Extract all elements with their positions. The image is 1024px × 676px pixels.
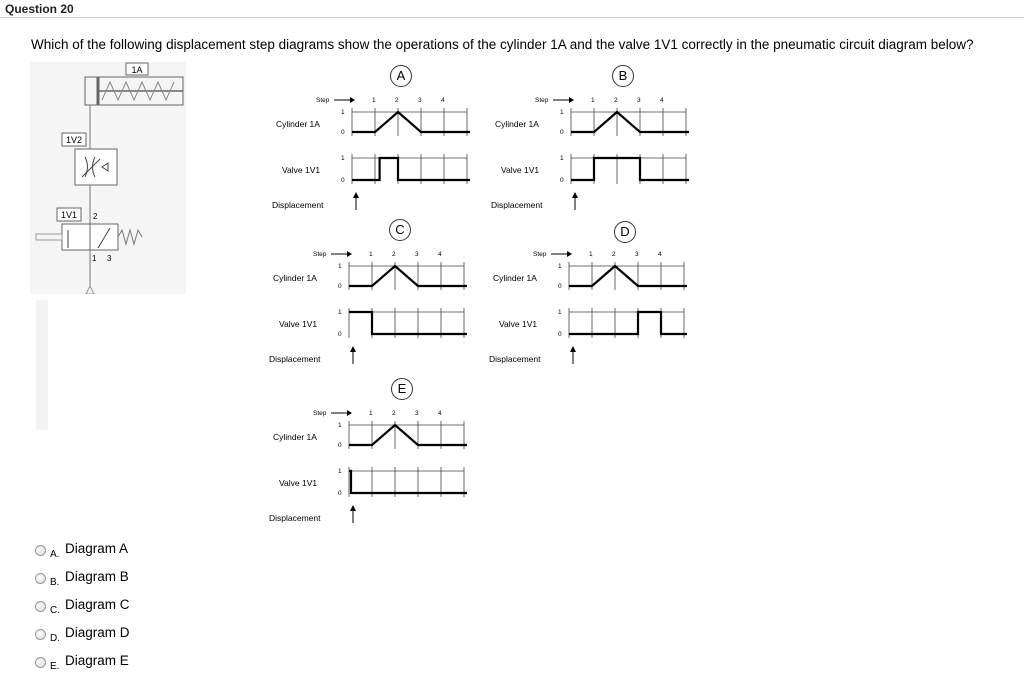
step-number: 2: [612, 251, 616, 258]
step-number: 3: [415, 251, 419, 258]
level-tick-label: 0: [341, 177, 345, 184]
step-arrowhead: [347, 251, 352, 257]
option-d-letter: D.: [50, 632, 60, 644]
question-header: [0, 0, 1024, 18]
cylinder-row-label: Cylinder 1A: [495, 119, 539, 129]
valve-trace: [349, 312, 467, 334]
diagram-d: [485, 234, 715, 369]
cylinder-trace: [569, 266, 687, 286]
diagram-c-badge: C: [389, 219, 411, 241]
valve-trace: [571, 158, 689, 180]
level-tick-label: 1: [341, 109, 345, 116]
valve-trace: [349, 471, 467, 493]
level-tick-label: 0: [338, 442, 342, 449]
step-arrowhead: [569, 97, 574, 103]
radio-c[interactable]: [35, 601, 46, 612]
level-tick-label: 0: [558, 283, 562, 290]
step-number: 1: [591, 97, 595, 104]
level-tick-label: 1: [338, 263, 342, 270]
level-tick-label: 1: [558, 263, 562, 270]
displacement-arrowhead: [572, 192, 578, 198]
displacement-label: Displacement: [491, 200, 543, 210]
diagram-a-badge: A: [390, 65, 412, 87]
step-number: 4: [660, 97, 664, 104]
diagram-a: [268, 80, 498, 215]
diagram-a-svg: [268, 80, 498, 215]
port-3-label: 3: [107, 254, 112, 263]
displacement-arrowhead: [350, 346, 356, 352]
level-tick-label: 1: [338, 309, 342, 316]
displacement-label: Displacement: [269, 513, 321, 523]
step-number: 1: [369, 251, 373, 258]
cylinder-row-label: Cylinder 1A: [273, 432, 317, 442]
step-arrowhead: [567, 251, 572, 257]
cylinder-row-label: Cylinder 1A: [273, 273, 317, 283]
cylinder-row-label: Cylinder 1A: [493, 273, 537, 283]
level-tick-label: 1: [560, 109, 564, 116]
port-2-label: 2: [93, 212, 98, 221]
cylinder-label: 1A: [131, 65, 143, 75]
pneumatic-circuit: [30, 62, 186, 294]
diagram-e-badge: E: [391, 378, 413, 400]
step-number: 2: [392, 251, 396, 258]
step-number: 2: [392, 410, 396, 417]
displacement-label: Displacement: [272, 200, 324, 210]
level-tick-label: 0: [341, 129, 345, 136]
step-number: 4: [438, 251, 442, 258]
port-1-label: 1: [92, 254, 97, 263]
valve-label: 1V1: [60, 210, 78, 220]
step-label: Step: [313, 410, 327, 417]
step-number: 4: [658, 251, 662, 258]
level-tick-label: 0: [560, 177, 564, 184]
step-number: 3: [415, 410, 419, 417]
displacement-label: Displacement: [489, 354, 541, 364]
valve-row-label: Valve 1V1: [279, 319, 318, 329]
valve-row-label: Valve 1V1: [279, 478, 318, 488]
level-tick-label: 0: [338, 490, 342, 497]
option-c-letter: C.: [50, 604, 60, 616]
level-tick-label: 0: [338, 331, 342, 338]
level-tick-label: 1: [341, 155, 345, 162]
radio-b[interactable]: [35, 573, 46, 584]
option-e-text: Diagram E: [65, 652, 129, 668]
displacement-arrowhead: [353, 192, 359, 198]
step-label: Step: [533, 251, 547, 258]
step-label: Step: [313, 251, 327, 258]
step-number: 3: [418, 97, 422, 104]
level-tick-label: 1: [338, 468, 342, 475]
diagram-b-svg: [487, 80, 717, 215]
step-number: 2: [614, 97, 618, 104]
level-tick-label: 0: [560, 129, 564, 136]
step-number: 1: [589, 251, 593, 258]
option-b-text: Diagram B: [65, 568, 129, 584]
displacement-arrowhead: [350, 505, 356, 511]
question-title: Question 20: [5, 2, 74, 16]
radio-e[interactable]: [35, 657, 46, 668]
level-tick-label: 0: [338, 283, 342, 290]
valve-position-1: [62, 224, 90, 250]
step-number: 4: [438, 410, 442, 417]
option-d-text: Diagram D: [65, 624, 130, 640]
diagram-e: [265, 393, 495, 528]
faint-artifact: [36, 300, 48, 430]
step-label: Step: [316, 97, 330, 104]
step-arrowhead: [350, 97, 355, 103]
flow-valve-box: [75, 149, 117, 185]
valve-position-2: [90, 224, 118, 250]
diagram-b: [487, 80, 717, 215]
step-label: Step: [535, 97, 549, 104]
option-e-letter: E.: [50, 660, 60, 672]
displacement-arrowhead: [570, 346, 576, 352]
radio-a[interactable]: [35, 545, 46, 556]
displacement-label: Displacement: [269, 354, 321, 364]
level-tick-label: 0: [558, 331, 562, 338]
radio-d[interactable]: [35, 629, 46, 640]
diagram-e-svg: [265, 393, 495, 528]
question-text: Which of the following displacement step diagrams show the operations of the cylinder 1A and the valve 1V1 correctly in the pneumatic circuit diagram below?: [31, 37, 974, 52]
cylinder-trace: [352, 112, 470, 132]
flow-valve-label: 1V2: [65, 135, 83, 145]
level-tick-label: 1: [558, 309, 562, 316]
valve-row-label: Valve 1V1: [282, 165, 321, 175]
cylinder-trace: [349, 266, 467, 286]
valve-trace: [352, 158, 470, 180]
cylinder-row-label: Cylinder 1A: [276, 119, 320, 129]
diagram-c-svg: [265, 234, 495, 369]
step-number: 1: [372, 97, 376, 104]
cylinder-trace: [571, 112, 689, 132]
level-tick-label: 1: [560, 155, 564, 162]
level-tick-label: 1: [338, 422, 342, 429]
diagram-b-badge: B: [612, 65, 634, 87]
step-number: 1: [369, 410, 373, 417]
answer-options: [35, 536, 130, 676]
option-c-text: Diagram C: [65, 596, 130, 612]
option-b-letter: B.: [50, 576, 60, 588]
option-a[interactable]: [35, 536, 130, 564]
valve-trace: [569, 312, 687, 334]
circuit-svg: [30, 62, 186, 294]
step-arrowhead: [347, 410, 352, 416]
step-number: 3: [637, 97, 641, 104]
option-d[interactable]: [35, 620, 130, 648]
cylinder-trace: [349, 425, 467, 445]
diagram-d-svg: [485, 234, 715, 369]
valve-row-label: Valve 1V1: [501, 165, 540, 175]
valve-row-label: Valve 1V1: [499, 319, 538, 329]
option-e[interactable]: [35, 648, 130, 676]
step-number: 3: [635, 251, 639, 258]
option-b[interactable]: [35, 564, 130, 592]
step-number: 2: [395, 97, 399, 104]
option-a-letter: A.: [50, 548, 60, 560]
step-number: 4: [441, 97, 445, 104]
diagram-d-badge: D: [614, 221, 636, 243]
diagram-c: [265, 234, 495, 369]
option-c[interactable]: [35, 592, 130, 620]
option-a-text: Diagram A: [65, 540, 129, 556]
